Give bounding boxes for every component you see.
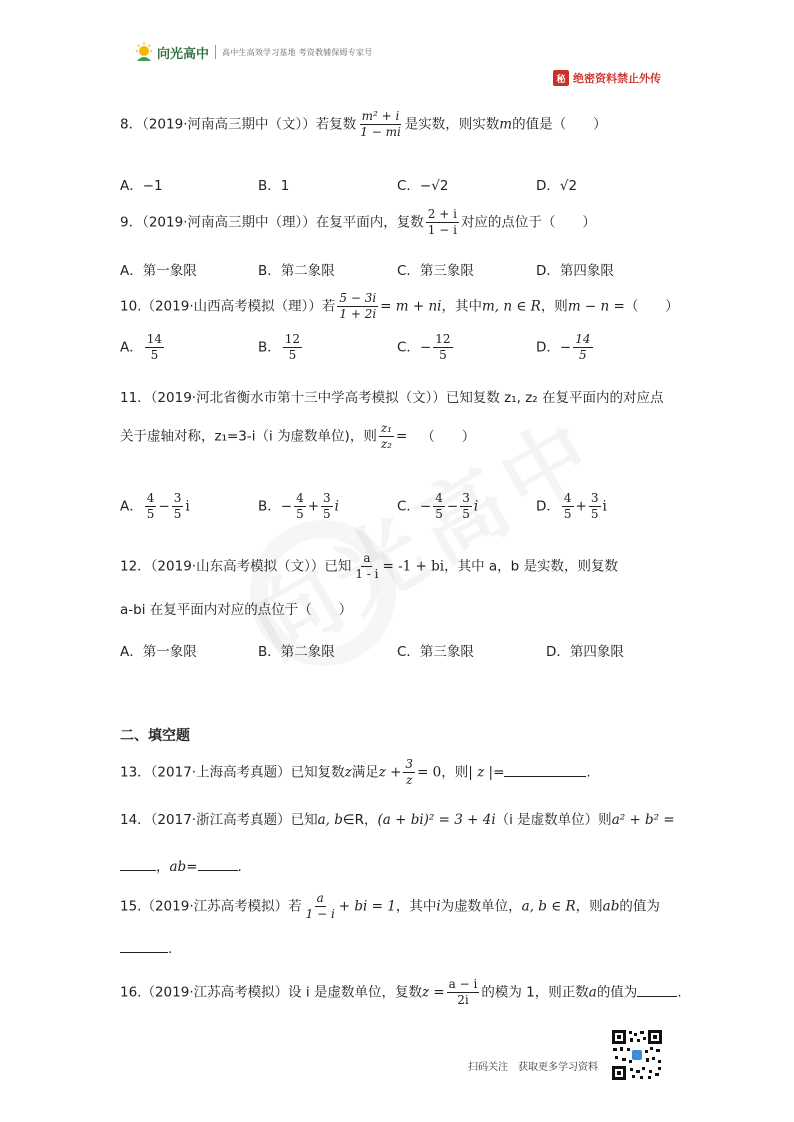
question-9: 9．（2019·河南高三期中（理））在复平面内，复数 $\frac{2 + i}{1 - i}$ 对应的点位于（ ） [120,207,596,238]
question-15: 15.（2019·江苏高考模拟）若 $\frac{a}{1 - i}$ + bi = 1，其中i为虚数单位，a, b ∈ R，则ab的值为 [120,891,660,922]
qr-code-icon [612,1030,662,1080]
q8-option-b[interactable]: B．1 [258,178,290,194]
q8-option-a[interactable]: A．−1 [120,178,163,194]
q14-answer-blank-1[interactable] [120,858,156,871]
question-8: 8．（2019·河南高三期中（文））若复数 $\frac{\text{m² + i}}{1 - mi}$ 是实数，则实数m的值是（ ） [120,109,607,140]
q11-option-d[interactable]: D． $\frac{4}{5}$ + $\frac{3}{5}$ i [536,491,607,522]
question-10: 10.（2019·山西高考模拟（理））若 $\frac{5 - 3i}{1 + 2i}$ = m + ni，其中m, n ∈ R，则m − n =（ ） [120,291,679,322]
q13-fraction: $\frac{3}{z}$ [405,757,414,788]
brand-divider [215,45,216,59]
question-16: 16.（2019·江苏高考模拟）设 i 是虚数单位，复数z = $\frac{a - i}{2i}$ 的模为 1，则正数a的值为 . [120,977,682,1008]
q9-option-a[interactable]: A．第一象限 [120,263,197,279]
q8-option-c[interactable]: C．−√2 [397,178,449,194]
question-13: 13．（2017·上海高考真题）已知复数z满足z + $\frac{3}{z}$ = 0，则| z |= . [120,757,591,788]
question-11-line2: 关于虚轴对称，z₁=3-i（i 为虚数单位)，则 $\frac{\text{z₁}}{\text{z₂}}$ = （ ） [120,421,476,452]
q11-ratio: $\frac{\text{z₁}}{\text{z₂}}$ [380,421,392,452]
q12-option-d[interactable]: D．第四象限 [546,644,624,660]
confidential-text: 绝密资料禁止外传 [573,72,661,85]
q11-option-c[interactable]: C．− $\frac{4}{5}$ − $\frac{3}{5}$ i [397,491,479,522]
q11-option-a[interactable]: A． $\frac{4}{5}$ − $\frac{3}{5}$ i [120,491,190,522]
q12-option-c[interactable]: C．第三象限 [397,644,474,660]
question-15-line2: . [120,940,172,957]
q9-option-b[interactable]: B．第二象限 [258,263,335,279]
q8-stem: 8．（2019·河南高三期中（文））若复数 [120,116,357,133]
q16-fraction: $\frac{a - i}{2i}$ [448,977,478,1008]
q11-option-b[interactable]: B．− $\frac{4}{5}$ + $\frac{3}{5}$ i [258,491,339,522]
q15-answer-blank[interactable] [120,940,168,953]
brand-slogan: 高中生高效学习基地 考资教辅保姆专家号 [222,47,373,57]
q10-stem: 10.（2019·山西高考模拟（理））若 [120,298,336,315]
q10-option-b[interactable]: B． $\frac{12}{5}$ [258,332,301,363]
q12-option-a[interactable]: A．第一象限 [120,644,197,660]
q16-answer-blank[interactable] [637,984,677,997]
section-title-fill-in: 二、填空题 [120,728,190,744]
q12-option-b[interactable]: B．第二象限 [258,644,335,660]
q9-stem: 9．（2019·河南高三期中（理））在复平面内，复数 [120,214,424,231]
q12-fraction: $\frac{a}{1 - i}$ [355,551,379,582]
question-11: 11．（2019·河北省衡水市第十三中学高考模拟（文））已知复数 z₁, z₂ 在复平面内的对应点 [120,390,664,406]
q9-option-d[interactable]: D．第四象限 [536,263,614,279]
q10-option-c[interactable]: C．− $\frac{12}{5}$ [397,332,451,363]
q10-option-a[interactable]: A． $\frac{14}{5}$ [120,332,163,363]
brand-name: 向光高中 [157,46,210,62]
q14-answer-blank-2[interactable] [198,858,238,871]
brand-logo [134,42,372,62]
q12-stem: 12．（2019·山东高考模拟（文））已知 [120,558,352,575]
question-12: 12．（2019·山东高考模拟（文））已知 $\frac{a}{1 - i}$ = -1 + bi，其中 a，b 是实数，则复数 [120,551,619,582]
q15-fraction: $\frac{a}{1 - i}$ [305,891,335,922]
q10-fraction: $\frac{5 - 3i}{1 + 2i}$ [339,291,377,322]
secret-seal-icon: 秘 [553,70,569,86]
q9-option-c[interactable]: C．第三象限 [397,263,474,279]
confidential-mark [553,70,661,86]
question-14: 14．（2017·浙江高考真题）已知a, b∈R，(a + bi)² = 3 + 4i（i 是虚数单位）则a² + b² = [120,812,675,828]
q8-option-d[interactable]: D．√2 [536,178,578,194]
question-12-line2: a-bi 在复平面内对应的点位于（ ） [120,602,353,618]
q13-answer-blank[interactable] [504,764,586,777]
q10-option-d[interactable]: D．− $\frac{14}{5}$ [536,332,591,363]
q8-fraction: $\frac{\text{m² + i}}{1 - mi}$ [360,109,401,140]
footer-caption: 扫码关注 获取更多学习资料 [468,1062,598,1073]
sun-leaf-icon [134,42,154,62]
q9-fraction: $\frac{2 + i}{1 - i}$ [427,207,457,238]
question-14-line2: ，ab= . [120,855,242,875]
